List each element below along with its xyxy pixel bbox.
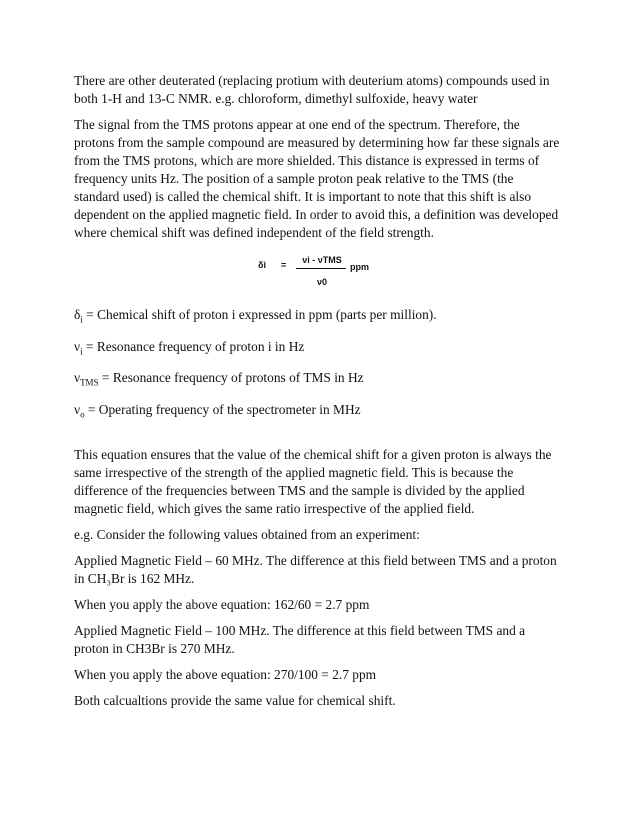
formula-unit: ppm <box>350 262 369 272</box>
formula-fraction-bar <box>296 268 346 269</box>
nu-0-subscript: o <box>80 409 85 420</box>
calc-60-paragraph: When you apply the above equation: 162/60 = 2.7 ppm <box>74 596 370 612</box>
formula-numerator: νi - νTMS <box>302 255 342 265</box>
signal-paragraph: The signal from the TMS protons appear at one end of the spectrum. Therefore, the protons from the sample compound are measured by determining how far these signals are from the TMS protons, which are more shielded. This distance is expressed in terms of frequency units Hz. The position of a sample proton peak relative to the TMS (the standard used) is called the chemical shift. It is important to note that this shift is also dependent on the applied magnetic field. In order to avoid this, a definition was developed where chemical shift was defined independent of the field strength. <box>74 117 560 240</box>
delta-text: = Chemical shift of proton i expressed in ppm (parts per million). <box>82 307 437 322</box>
calc-100-paragraph: When you apply the above equation: 270/100 = 2.7 ppm <box>74 666 377 682</box>
example-paragraph: e.g. Consider the following values obtained from an experiment: <box>74 526 420 542</box>
nu-tms-text: = Resonance frequency of protons of TMS in Hz <box>98 370 364 386</box>
definition-nu-tms <box>74 369 560 392</box>
delta-subscript: i <box>80 314 83 325</box>
definition-nu-0 <box>74 401 560 424</box>
definition-delta <box>74 306 560 329</box>
nu-tms-subscript: TMS <box>80 378 99 389</box>
nu-i-subscript: i <box>80 346 83 357</box>
formula-lhs: δi <box>258 260 266 270</box>
formula-denominator: ν0 <box>316 277 327 287</box>
field-100-paragraph: Applied Magnetic Field – 100 MHz. The difference at this field between TMS and a proton in CH3Br is 270 MHz. <box>74 622 526 656</box>
delta-symbol: δ <box>74 307 81 322</box>
nu-i-text: = Resonance frequency of proton i in Hz <box>82 338 305 354</box>
nu-0-symbol: ν <box>74 402 81 418</box>
conclusion-paragraph: Both calcualtions provide the same value for chemical shift. <box>74 692 396 708</box>
field-60-paragraph: Applied Magnetic Field – 60 MHz. The difference at this field between TMS and a proton in CH₃Br is 162 MHz. <box>74 552 557 586</box>
nu-0-text: = Operating frequency of the spectrometer in MHz <box>84 402 361 418</box>
ensures-paragraph: This equation ensures that the value of the chemical shift for a given proton is always the same irrespective of the strength of the applied magnetic field. This is because the difference of the frequencies between TMS and the sample is divided by the applied magnetic field, which gives the same ratio irrespective of the applied field. <box>74 446 552 516</box>
nu-tms-symbol: ν <box>74 370 81 386</box>
formula-equals: = <box>281 260 287 270</box>
intro-paragraph: There are other deuterated (replacing protium with deuterium atoms) compounds used in both 1-H and 13-C NMR. e.g. chloroform, dimethyl sulfoxide, heavy water <box>74 73 550 106</box>
chemical-shift-formula <box>74 250 560 300</box>
nu-i-symbol: ν <box>74 338 81 354</box>
definition-nu-i <box>74 338 560 361</box>
